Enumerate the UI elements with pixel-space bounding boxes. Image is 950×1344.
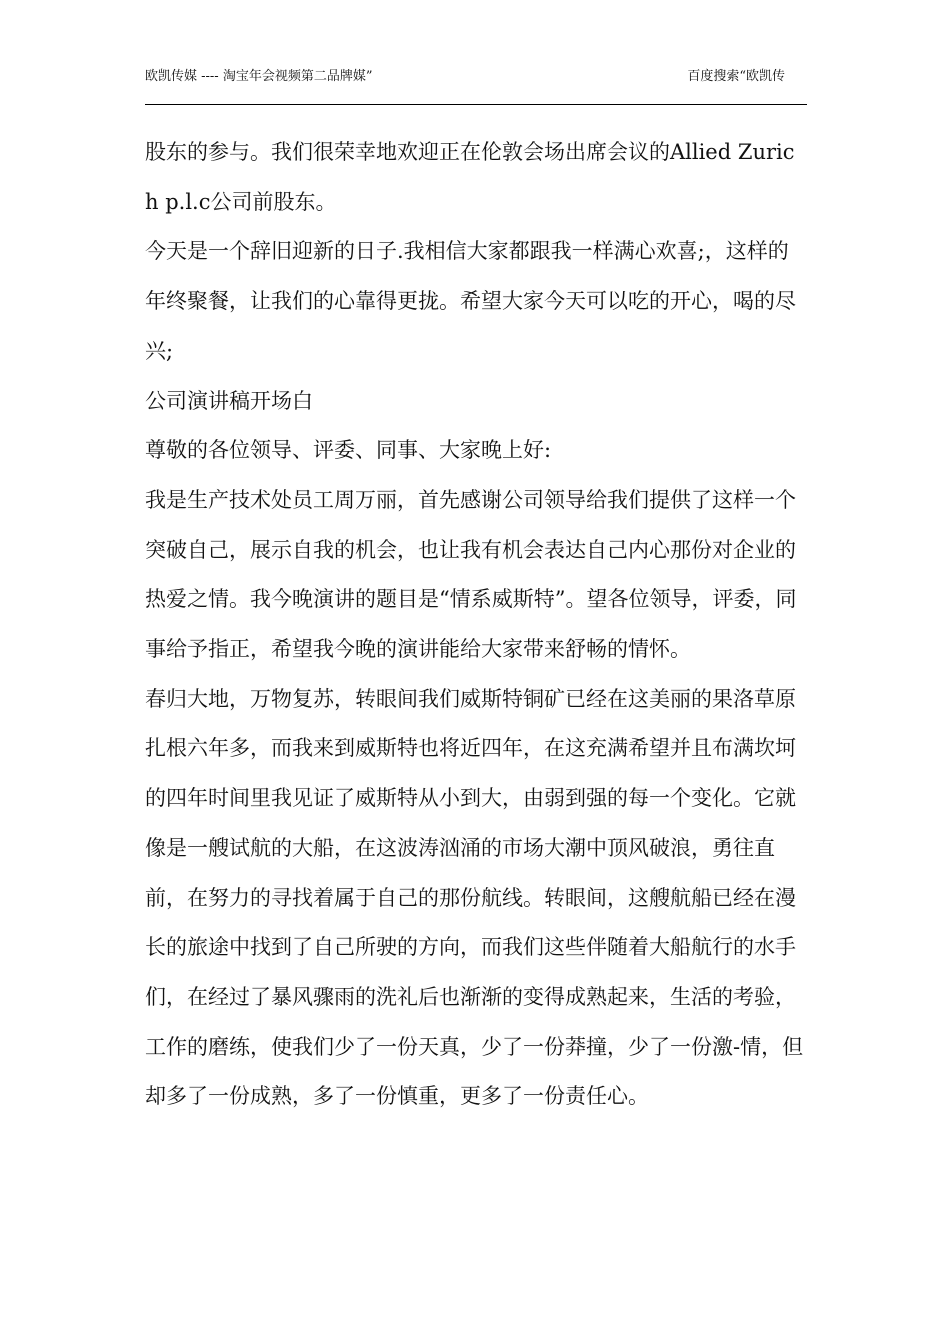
document-body bbox=[145, 128, 807, 1122]
paragraph: 我是生产技术处员工周万丽，首先感谢公司领导给我们提供了这样一个突破自己，展示自我的机会，也让我有机会表达自己内心那份对企业的热爱之情。我今晚演讲的题目是“情系威斯特”。望各位领导，评委，同事给予指正，希望我今晚的演讲能给大家带来舒畅的情怀。 bbox=[145, 487, 797, 662]
page-header bbox=[145, 66, 807, 105]
header-right-text: 百度搜索“欧凯传 bbox=[687, 69, 785, 84]
greeting: 尊敬的各位领导、评委、同事、大家晚上好: bbox=[145, 438, 552, 463]
paragraph: 春归大地，万物复苏，转眼间我们威斯特铜矿已经在这美丽的果洛草原扎根六年多，而我来到威斯特也将近四年，在这充满希望并且布满坎坷的四年时间里我见证了威斯特从小到大，由弱到强的每一个变化。它就像是一艘试航的大船，在这波涛汹涌的市场大潮中顶风破浪，勇往直前，在努力的寻找着属于自己的那份航线。转眼间，这艘航船已经在漫长的旅途中找到了自己所驶的方向，而我们这些伴随着大船航行的水手们，在经过了暴风骤雨的洗礼后也渐渐的变得成熟起来，生活的考验，工作的磨练，使我们少了一份天真，少了一份莽撞，少了一份激-情，但却多了一份成熟，多了一份慎重，更多了一份责任心。 bbox=[145, 686, 804, 1109]
paragraph: 股东的参与。我们很荣幸地欢迎正在伦敦会场出席会议的Allied Zurich p.l.c公司前股东。 bbox=[145, 140, 795, 214]
header-left-text: 欧凯传媒 ---- 淘宝年会视频第二品牌媒” bbox=[145, 69, 373, 84]
paragraph: 今天是一个辞旧迎新的日子.我相信大家都跟我一样满心欢喜;，这样的年终聚餐，让我们的心靠得更拢。希望大家今天可以吃的开心，喝的尽兴; bbox=[145, 239, 796, 363]
section-title: 公司演讲稿开场白 bbox=[145, 388, 313, 413]
